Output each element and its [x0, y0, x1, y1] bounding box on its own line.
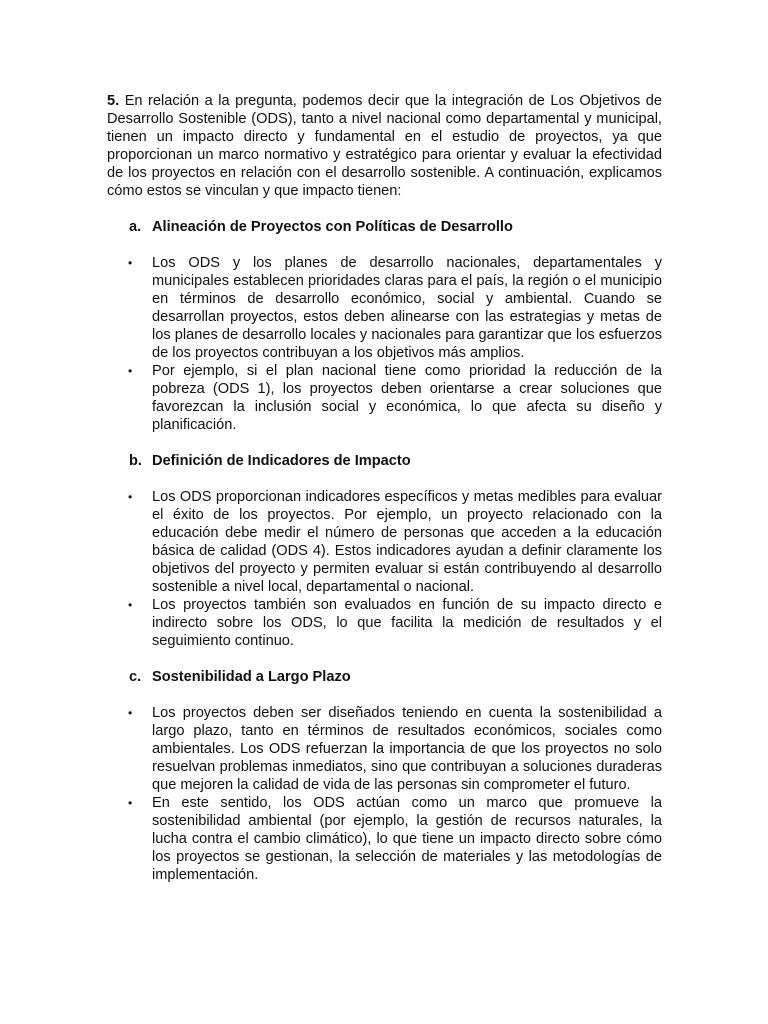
section-letter: b. — [129, 453, 142, 469]
section-heading — [107, 218, 662, 236]
bullet-icon: • — [128, 706, 133, 720]
bullet-icon: • — [128, 364, 133, 378]
list-item: • Los ODS y los planes de desarrollo nacionales, departamentales y municipales establecen prioridades claras para el país, la región o el municipio en términos de desarrollo económico, social y ambiental. Cuando se desarrollan proyectos, estos deben alinearse con las estrategias y metas de los planes de desarrollo locales y nacionales para garantizar que los esfuerzos de los proyectos contribuyan a los objetivos más amplios. — [128, 255, 662, 361]
question-number: 5. — [107, 93, 120, 109]
list-item: • Los ODS proporcionan indicadores específicos y metas medibles para evaluar el éxito de los proyectos. Por ejemplo, un proyecto relacionado con la educación debe medir el número de personas que acceden a la educación básica de calidad (ODS 4). Estos indicadores ayudan a definir claramente los objetivos del proyecto y permiten evaluar si están contribuyendo al desarrollo sostenible a nivel local, departamental o nacional. — [128, 489, 662, 595]
bullet-list — [107, 704, 662, 884]
bullet-list — [107, 488, 662, 650]
section-a — [107, 218, 662, 434]
list-item: • Los proyectos también son evaluados en función de su impacto directo e indirecto sobre los ODS, lo que facilita la medición de resultados y el seguimiento continuo. — [128, 597, 662, 649]
section-title: Alineación de Proyectos con Políticas de Desarrollo — [152, 219, 513, 235]
section-heading — [107, 452, 662, 470]
bullet-icon: • — [128, 490, 133, 504]
section-letter: a. — [129, 219, 142, 235]
bullet-icon: • — [128, 598, 133, 612]
document-page — [107, 92, 662, 884]
list-item: • Por ejemplo, si el plan nacional tiene como prioridad la reducción de la pobreza (ODS 1), los proyectos deben orientarse a crear soluciones que favorezcan la inclusión social y económica, lo que afecta su diseño y planificación. — [128, 363, 662, 433]
section-b — [107, 452, 662, 650]
section-c — [107, 668, 662, 884]
list-item: • Los proyectos deben ser diseñados teniendo en cuenta la sostenibilidad a largo plazo, tanto en términos de resultados económicos, sociales como ambientales. Los ODS refuerzan la importancia de que los proyectos no solo resuelvan problemas inmediatos, sino que contribuyan a soluciones duraderas que mejoren la calidad de vida de las personas sin comprometer el futuro. — [128, 705, 662, 793]
section-heading — [107, 668, 662, 686]
bullet-list — [107, 254, 662, 434]
intro-text: En relación a la pregunta, podemos decir que la integración de Los Objetivos de Desarrollo Sostenible (ODS), tanto a nivel nacional como departamental y municipal, tienen un impacto directo y fundamental en el estudio de proyectos, ya que proporcionan un marco normativo y estratégico para orientar y evaluar la efectividad de los proyectos en relación con el desarrollo sostenible. A continuación, explicamos cómo estos se vinculan y que impacto tienen: — [107, 93, 662, 199]
section-title: Sostenibilidad a Largo Plazo — [152, 669, 351, 685]
section-title: Definición de Indicadores de Impacto — [152, 453, 411, 469]
bullet-icon: • — [128, 256, 133, 270]
intro-paragraph — [107, 92, 662, 200]
bullet-icon: • — [128, 796, 133, 810]
section-letter: c. — [129, 669, 142, 685]
list-item: • En este sentido, los ODS actúan como un marco que promueve la sostenibilidad ambiental (por ejemplo, la gestión de recursos naturales, la lucha contra el cambio climático), lo que tiene un impacto directo sobre cómo los proyectos se gestionan, la selección de materiales y las metodologías de implementación. — [128, 795, 662, 883]
